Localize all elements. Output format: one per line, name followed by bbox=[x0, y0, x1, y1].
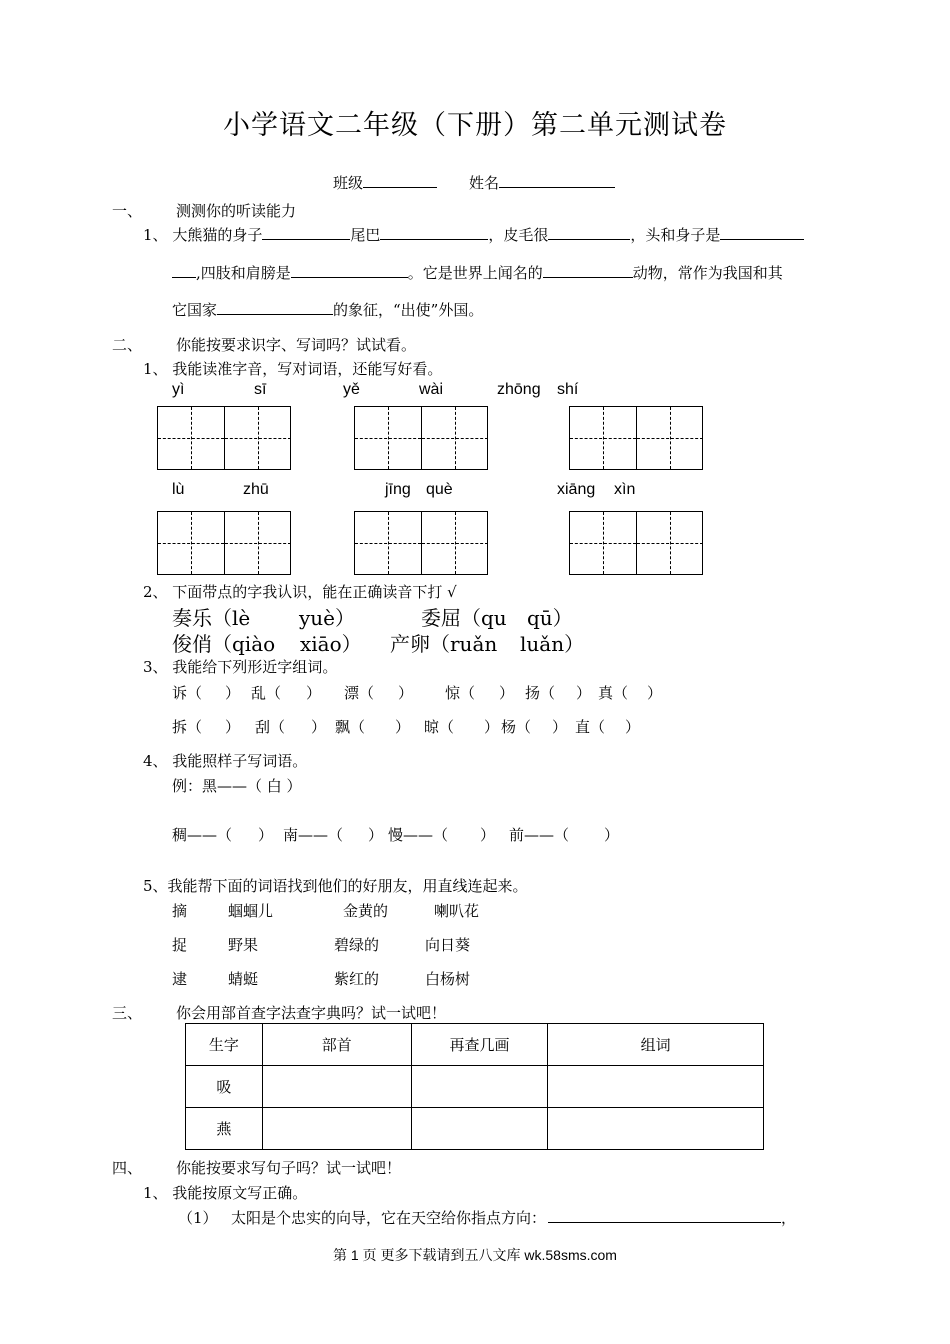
table-cell-input[interactable] bbox=[411, 1066, 548, 1108]
match-verb[interactable]: 捉 bbox=[172, 936, 188, 954]
similar-char: 诉（ bbox=[172, 684, 203, 702]
writing-grid[interactable] bbox=[569, 406, 703, 470]
similar-char: 扬（ bbox=[525, 684, 556, 702]
paren-close: ） bbox=[258, 826, 274, 844]
pronunciation-item: yuè） bbox=[299, 606, 356, 630]
name-blank[interactable] bbox=[499, 174, 615, 188]
q1-text-a: 大熊猫的身子 bbox=[172, 226, 263, 244]
s2-question-3: 3、 我能给下列形近字组词。 bbox=[143, 658, 338, 676]
match-adjective[interactable]: 金黄的 bbox=[343, 902, 389, 920]
section-2-number: 二、 bbox=[112, 336, 143, 354]
table-cell-input[interactable] bbox=[548, 1066, 764, 1108]
antonym-item: 稠——（ bbox=[172, 826, 233, 844]
match-object[interactable]: 喇叭花 bbox=[434, 902, 480, 920]
question-number: 1、 bbox=[143, 226, 168, 244]
match-verb[interactable]: 摘 bbox=[172, 902, 188, 920]
paren-close: ） bbox=[552, 718, 568, 736]
similar-char: 惊（ bbox=[445, 684, 476, 702]
table-header: 组词 bbox=[548, 1024, 764, 1066]
similar-char: 晾（ bbox=[424, 718, 455, 736]
match-noun[interactable]: 野果 bbox=[228, 936, 259, 954]
pronunciation-item: 奏乐（lè bbox=[172, 606, 251, 630]
section-3-number: 三、 bbox=[112, 1004, 143, 1022]
blank-head-body-cont[interactable] bbox=[172, 264, 196, 278]
writing-grid[interactable] bbox=[354, 406, 488, 470]
s4-sub-text: 太阳是个忠实的向导，它在天空给你指点方向： bbox=[231, 1209, 547, 1227]
dictionary-table bbox=[185, 1023, 764, 1150]
paren-close: ） bbox=[499, 684, 515, 702]
section-3-heading: 你会用部首查字法查字典吗？试一试吧！ bbox=[176, 1004, 447, 1022]
table-header: 生字 bbox=[186, 1024, 263, 1066]
page-title: 小学语文二年级（下册）第二单元测试卷 bbox=[223, 110, 727, 141]
s4-sub-number: （1） bbox=[178, 1209, 218, 1227]
section-1-number: 一、 bbox=[112, 202, 143, 220]
antonym-item: 慢——（ bbox=[388, 826, 449, 844]
table-cell-input[interactable] bbox=[262, 1066, 411, 1108]
q1-text-e: ,四肢和肩膀是 bbox=[196, 264, 291, 282]
paren-close: ） bbox=[484, 718, 500, 736]
similar-char: 飘（ bbox=[335, 718, 366, 736]
similar-char: 拆（ bbox=[172, 718, 203, 736]
paren-close: ） bbox=[306, 684, 322, 702]
name-label: 姓名 bbox=[469, 174, 500, 192]
similar-char: 真（ bbox=[598, 684, 629, 702]
pinyin: sī bbox=[254, 381, 267, 398]
paren-close: ） bbox=[311, 718, 327, 736]
writing-grid[interactable] bbox=[354, 511, 488, 575]
blank-symbol[interactable] bbox=[217, 301, 333, 315]
table-cell-input[interactable] bbox=[548, 1108, 764, 1150]
table-header-row bbox=[186, 1024, 764, 1066]
pronunciation-item: 俊俏（qiào bbox=[172, 632, 276, 656]
s4-sub-end: ， bbox=[781, 1209, 797, 1227]
table-header: 再查几画 bbox=[411, 1024, 548, 1066]
pinyin: yě bbox=[343, 381, 360, 398]
paren-close: ） bbox=[604, 826, 620, 844]
s4-sub-question bbox=[231, 1207, 796, 1228]
paren-close: ） bbox=[576, 684, 592, 702]
q1-text-h: 它国家 bbox=[172, 301, 218, 319]
pinyin: zhōng bbox=[497, 381, 541, 398]
paren-close: ） bbox=[398, 684, 414, 702]
paren-close: ） bbox=[647, 684, 663, 702]
writing-grid[interactable] bbox=[157, 406, 291, 470]
similar-char: 杨（ bbox=[501, 718, 532, 736]
q1-text-f: 。它是世界上闻名的 bbox=[407, 264, 543, 282]
match-noun[interactable]: 蜻蜓 bbox=[228, 970, 259, 988]
class-field[interactable] bbox=[333, 172, 437, 193]
name-field[interactable] bbox=[469, 172, 615, 193]
paren-close: ） bbox=[625, 718, 641, 736]
similar-char: 乱（ bbox=[251, 684, 282, 702]
pinyin: lù bbox=[172, 481, 185, 498]
sentence-blank[interactable] bbox=[548, 1209, 781, 1223]
table-cell-char: 燕 bbox=[186, 1108, 263, 1150]
table-cell-input[interactable] bbox=[411, 1108, 548, 1150]
pronunciation-item: xiāo） bbox=[300, 632, 362, 656]
blank-head-body[interactable] bbox=[720, 226, 804, 240]
writing-grid[interactable] bbox=[157, 511, 291, 575]
match-object[interactable]: 白杨树 bbox=[425, 970, 471, 988]
blank-limbs[interactable] bbox=[291, 264, 408, 278]
q1-text-g: 动物，常作为我国和其 bbox=[632, 264, 783, 282]
s1-question-1-line-2 bbox=[172, 262, 783, 283]
similar-char: 漂（ bbox=[344, 684, 375, 702]
class-label: 班级 bbox=[333, 174, 364, 192]
paren-close: ） bbox=[225, 718, 241, 736]
similar-char: 直（ bbox=[575, 718, 606, 736]
section-1-heading: 测测你的听读能力 bbox=[176, 202, 297, 220]
s2-question-1: 1、 我能读准字音，写对词语，还能写好看。 bbox=[143, 360, 443, 378]
match-adjective[interactable]: 碧绿的 bbox=[334, 936, 380, 954]
q1-text-c: ，皮毛很 bbox=[488, 226, 549, 244]
pinyin: zhū bbox=[243, 481, 269, 498]
pinyin: shí bbox=[557, 381, 579, 398]
q1-text-i: 的象征，“出使”外国。 bbox=[333, 301, 484, 319]
s2-question-4: 4、 我能照样子写词语。 bbox=[143, 752, 308, 770]
s2-question-5: 5、我能帮下面的词语找到他们的好朋友，用直线连起来。 bbox=[143, 877, 528, 895]
blank-tail[interactable] bbox=[380, 226, 488, 240]
blank-famous[interactable] bbox=[543, 264, 633, 278]
table-cell-input[interactable] bbox=[262, 1108, 411, 1150]
paren-close: ） bbox=[225, 684, 241, 702]
pinyin: jīng bbox=[385, 481, 411, 498]
blank-body[interactable] bbox=[262, 226, 350, 240]
table-header: 部首 bbox=[262, 1024, 411, 1066]
pronunciation-item: 产卵（ruǎn bbox=[390, 632, 498, 656]
pronunciation-item: 委屈（qu bbox=[421, 606, 507, 630]
pronunciation-item: luǎn） bbox=[520, 632, 585, 656]
table-cell-char: 吸 bbox=[186, 1066, 263, 1108]
pinyin: xìn bbox=[614, 481, 636, 498]
table-row bbox=[186, 1108, 764, 1150]
q4-example: 例：黑——（ 白 ） bbox=[172, 777, 302, 795]
match-adjective[interactable]: 紫红的 bbox=[334, 970, 380, 988]
section-4-number: 四、 bbox=[112, 1159, 143, 1177]
section-2-heading: 你能按要求识字、写词吗？试试看。 bbox=[176, 336, 417, 354]
blank-fur[interactable] bbox=[548, 226, 630, 240]
pinyin: wài bbox=[419, 381, 444, 398]
section-4-heading: 你能按要求写句子吗？试一试吧！ bbox=[176, 1159, 402, 1177]
writing-grid[interactable] bbox=[569, 511, 703, 575]
pinyin: yì bbox=[172, 381, 185, 398]
s4-question-1: 1、 我能按原文写正确。 bbox=[143, 1184, 308, 1202]
q1-text-d: ，头和身子是 bbox=[630, 226, 721, 244]
class-blank[interactable] bbox=[363, 174, 437, 188]
q1-text-b: 尾巴 bbox=[350, 226, 381, 244]
match-noun[interactable]: 蝈蝈儿 bbox=[228, 902, 274, 920]
paren-close: ） bbox=[395, 718, 411, 736]
antonym-item: 前——（ bbox=[509, 826, 570, 844]
paren-close: ） bbox=[480, 826, 496, 844]
pronunciation-item: qū） bbox=[527, 606, 573, 630]
s1-question-1-line-1 bbox=[143, 224, 804, 245]
match-object[interactable]: 向日葵 bbox=[425, 936, 471, 954]
pinyin: xiāng bbox=[557, 481, 596, 498]
table-row bbox=[186, 1066, 764, 1108]
page-footer: 第 1 页 更多下载请到五八文库 wk.58sms.com bbox=[333, 1247, 617, 1263]
similar-char: 刮（ bbox=[255, 718, 286, 736]
antonym-item: 南——（ bbox=[283, 826, 344, 844]
match-verb[interactable]: 逮 bbox=[172, 970, 188, 988]
paren-close: ） bbox=[368, 826, 384, 844]
pinyin: què bbox=[426, 481, 453, 498]
s1-question-1-line-3 bbox=[172, 299, 483, 320]
s2-question-2: 2、 下面带点的字我认识，能在正确读音下打 √ bbox=[143, 583, 457, 601]
